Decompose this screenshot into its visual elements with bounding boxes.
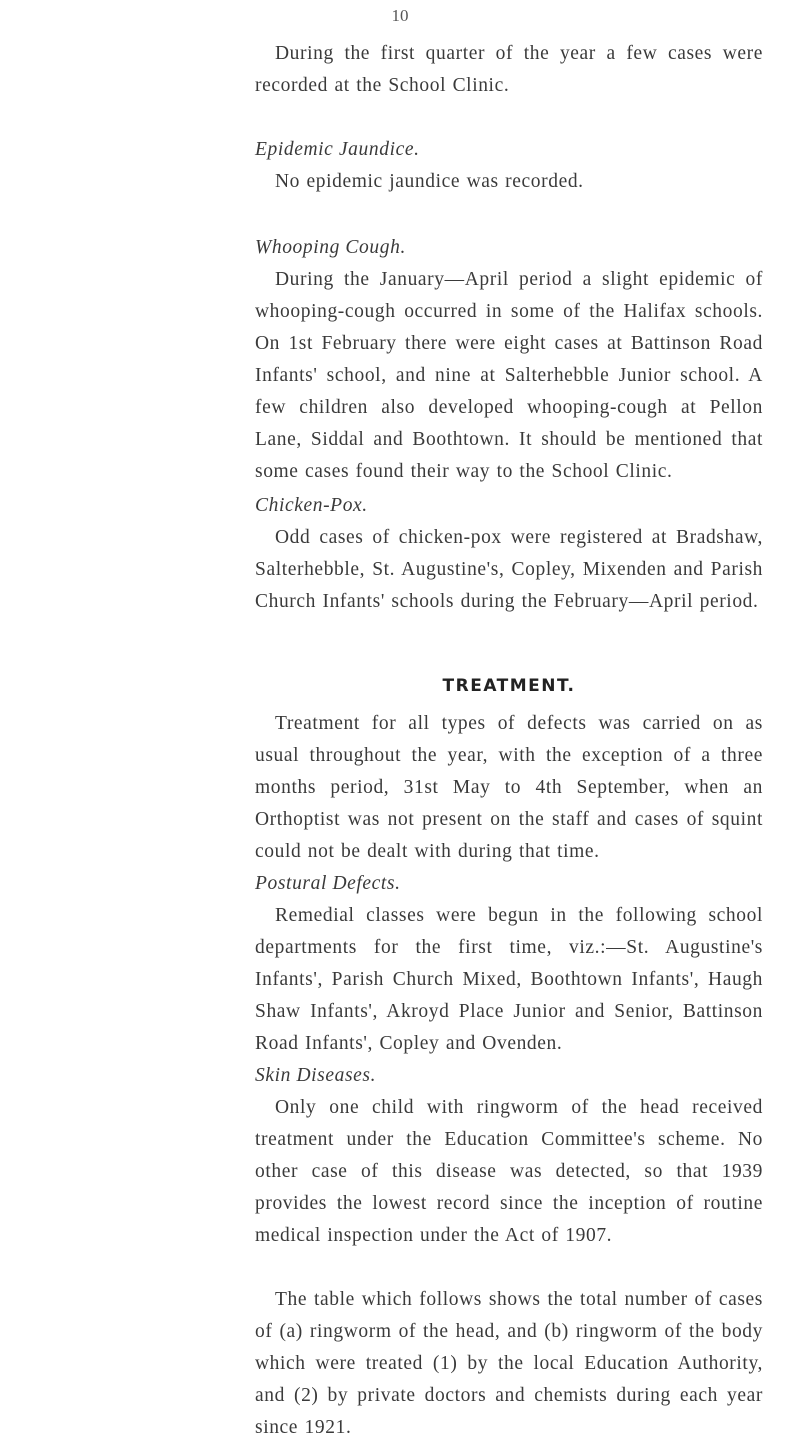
chicken-pox-paragraph <box>255 522 763 618</box>
skin-diseases-text-1: Only one child with ringworm of the head received treatment under the Education Committee's scheme. No other case of this disease was detected, so that 1939 provides the lowest record since the inception of routine medical inspection under the Act of 1907. <box>255 1097 763 1246</box>
intro-text: During the first quarter of the year a few cases were recorded at the School Clinic. <box>255 43 763 96</box>
treatment-title: TREATMENT. <box>442 676 576 696</box>
postural-defects-heading: Postural Defects. <box>255 873 401 894</box>
intro-paragraph <box>255 38 763 102</box>
chicken-pox-text: Odd cases of chicken-pox were registered at Bradshaw, Salterhebble, St. Augustine's, Copley, Mixenden and Parish Church Infants' schools during the February—April period. <box>255 527 763 612</box>
treatment-paragraph <box>255 708 763 868</box>
skin-diseases-paragraph-1 <box>255 1092 763 1252</box>
epidemic-jaundice-text: No epidemic jaundice was recorded. <box>275 171 584 192</box>
chicken-pox-heading: Chicken-Pox. <box>255 495 368 516</box>
postural-defects-paragraph <box>255 900 763 1060</box>
epidemic-jaundice-heading: Epidemic Jaundice. <box>255 139 420 160</box>
skin-diseases-text-2: The table which follows shows the total number of cases of (a) ringworm of the head, and (b) ringworm of the body which were treated (1) by the local Education Authority, and (2) by private doctors and chemists during each year since 1921. <box>255 1289 763 1438</box>
page-number: 10 <box>391 6 409 25</box>
treatment-text: Treatment for all types of defects was carried on as usual throughout the year, with the exception of a three months period, 31st May to 4th September, when an Orthoptist was not present on the staff and cases of squint could not be dealt with during that time. <box>255 713 763 862</box>
whooping-cough-heading: Whooping Cough. <box>255 237 406 258</box>
epidemic-jaundice-paragraph <box>255 166 763 198</box>
skin-diseases-paragraph-2 <box>255 1284 763 1444</box>
whooping-cough-paragraph <box>255 264 763 488</box>
postural-defects-text: Remedial classes were begun in the following school departments for the first time, viz.:—St. Augustine's Infants', Parish Church Mixed, Boothtown Infants', Haugh Shaw Infants', Akroyd Place Junior and Senior, Battinson Road Infants', Copley and Ovenden. <box>255 905 763 1054</box>
whooping-cough-text: During the January—April period a slight epidemic of whooping-cough occurred in some of the Halifax schools. On 1st February there were eight cases at Battinson Road Infants' school, and nine at Salterhebble Junior school. A few children also developed whooping-cough at Pellon Lane, Siddal and Boothtown. It should be mentioned that some cases found their way to the School Clinic. <box>255 269 763 482</box>
skin-diseases-heading: Skin Diseases. <box>255 1065 377 1086</box>
